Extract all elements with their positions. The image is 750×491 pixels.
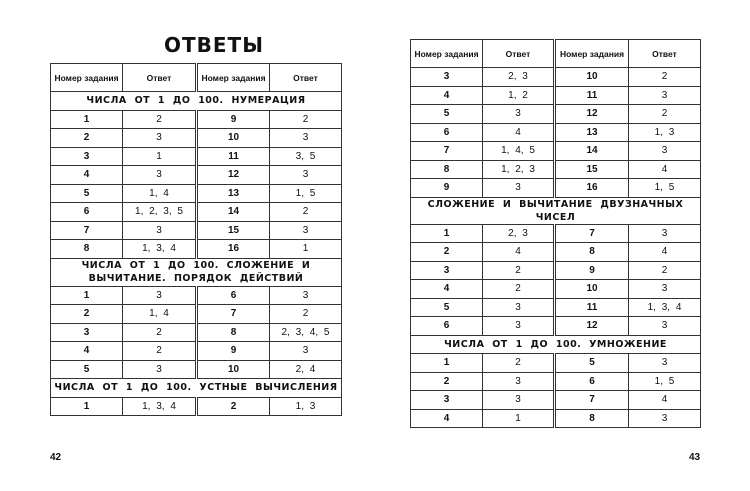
table-row	[51, 184, 342, 203]
task-number-cell: 3	[51, 147, 123, 166]
task-number-cell: 10	[555, 280, 629, 299]
section-title: СЛОЖЕНИЕ И ВЫЧИТАНИЕ ДВУЗНАЧНЫХ ЧИСЕЛ	[411, 197, 701, 224]
answer-cell: 3, 5	[270, 147, 342, 166]
answer-cell: 2	[123, 323, 197, 342]
task-number-cell: 8	[51, 240, 123, 259]
answer-cell: 3	[483, 179, 555, 198]
table-row	[411, 105, 701, 124]
answer-cell: 1	[483, 409, 555, 428]
answer-cell: 2	[123, 342, 197, 361]
page-title: ОТВЕТЫ	[164, 33, 264, 57]
answer-cell: 1, 3, 4	[123, 240, 197, 259]
answer-cell: 3	[270, 129, 342, 148]
task-number-cell: 1	[51, 397, 123, 416]
table-row	[411, 179, 701, 198]
table-row	[411, 160, 701, 179]
answer-cell: 3	[629, 142, 701, 161]
header-answer: Ответ	[483, 40, 555, 68]
answer-cell: 1, 3, 4	[123, 397, 197, 416]
task-number-cell: 5	[51, 360, 123, 379]
task-number-cell: 1	[51, 286, 123, 305]
answer-cell: 1, 5	[270, 184, 342, 203]
answer-cell: 3	[123, 360, 197, 379]
task-number-cell: 6	[411, 123, 483, 142]
section-row	[51, 92, 342, 111]
header-task-number: Номер задания	[197, 64, 270, 92]
page-number-right: 43	[689, 452, 701, 463]
header-answer: Ответ	[629, 40, 701, 68]
section-row	[51, 379, 342, 398]
table-row	[51, 360, 342, 379]
answer-cell: 3	[123, 166, 197, 185]
answer-cell: 4	[483, 243, 555, 262]
answer-cell: 3	[123, 286, 197, 305]
table-row	[411, 68, 701, 87]
task-number-cell: 9	[411, 179, 483, 198]
answer-cell: 2	[270, 203, 342, 222]
answer-cell: 1, 2, 3, 5	[123, 203, 197, 222]
task-number-cell: 11	[555, 86, 629, 105]
task-number-cell: 9	[197, 342, 270, 361]
task-number-cell: 1	[411, 354, 483, 373]
table-row	[51, 240, 342, 259]
answer-cell: 1	[123, 147, 197, 166]
task-number-cell: 5	[51, 184, 123, 203]
table-row	[411, 243, 701, 262]
section-title: ЧИСЛА ОТ 1 ДО 100. УСТНЫЕ ВЫЧИСЛЕНИЯ	[51, 379, 342, 398]
task-number-cell: 12	[555, 317, 629, 336]
answer-cell: 3	[483, 317, 555, 336]
answer-cell: 3	[483, 298, 555, 317]
task-number-cell: 13	[555, 123, 629, 142]
answer-cell: 1, 5	[629, 372, 701, 391]
answer-cell: 2	[629, 261, 701, 280]
table-row	[51, 147, 342, 166]
task-number-cell: 2	[51, 129, 123, 148]
page-number-left: 42	[50, 452, 62, 463]
section-row	[411, 335, 701, 354]
answer-cell: 1, 4	[123, 184, 197, 203]
answer-cell: 3	[270, 286, 342, 305]
answers-table-left	[50, 63, 342, 416]
table-row	[51, 110, 342, 129]
task-number-cell: 2	[51, 305, 123, 324]
answer-cell: 1, 2, 3	[483, 160, 555, 179]
task-number-cell: 5	[411, 105, 483, 124]
answer-cell: 1, 5	[629, 179, 701, 198]
table-row	[51, 342, 342, 361]
table-row	[411, 142, 701, 161]
table-row	[411, 354, 701, 373]
task-number-cell: 4	[411, 409, 483, 428]
task-number-cell: 6	[51, 203, 123, 222]
task-number-cell: 5	[555, 354, 629, 373]
table-row	[411, 261, 701, 280]
task-number-cell: 12	[555, 105, 629, 124]
task-number-cell: 2	[411, 243, 483, 262]
answer-cell: 4	[629, 391, 701, 410]
answer-cell: 2	[483, 280, 555, 299]
answer-cell: 3	[123, 129, 197, 148]
answer-cell: 1, 3	[270, 397, 342, 416]
table-row	[411, 409, 701, 428]
task-number-cell: 6	[197, 286, 270, 305]
answer-cell: 2	[629, 68, 701, 87]
task-number-cell: 11	[197, 147, 270, 166]
answer-cell: 3	[270, 221, 342, 240]
answer-cell: 2	[629, 105, 701, 124]
header-task-number: Номер задания	[411, 40, 483, 68]
task-number-cell: 6	[411, 317, 483, 336]
answer-cell: 2, 4	[270, 360, 342, 379]
answer-cell: 3	[270, 342, 342, 361]
section-title: ЧИСЛА ОТ 1 ДО 100. УМНОЖЕНИЕ	[411, 335, 701, 354]
task-number-cell: 4	[51, 166, 123, 185]
task-number-cell: 8	[411, 160, 483, 179]
answer-cell: 2	[123, 110, 197, 129]
task-number-cell: 7	[555, 391, 629, 410]
table-row	[51, 397, 342, 416]
task-number-cell: 6	[555, 372, 629, 391]
section-title: ЧИСЛА ОТ 1 ДО 100. СЛОЖЕНИЕ И ВЫЧИТАНИЕ. ПОРЯДОК ДЕЙСТВИЙ	[51, 258, 342, 286]
task-number-cell: 8	[197, 323, 270, 342]
answer-cell: 3	[483, 105, 555, 124]
answer-cell: 3	[483, 391, 555, 410]
answer-cell: 2	[483, 354, 555, 373]
table-header-row	[411, 40, 701, 68]
answer-cell: 2, 3	[483, 68, 555, 87]
table-row	[51, 286, 342, 305]
task-number-cell: 10	[197, 129, 270, 148]
task-number-cell: 14	[555, 142, 629, 161]
task-number-cell: 12	[197, 166, 270, 185]
task-number-cell: 8	[555, 243, 629, 262]
answer-cell: 3	[483, 372, 555, 391]
task-number-cell: 4	[411, 86, 483, 105]
task-number-cell: 15	[197, 221, 270, 240]
task-number-cell: 1	[411, 224, 483, 243]
answer-cell: 4	[483, 123, 555, 142]
answer-cell: 2	[483, 261, 555, 280]
answer-cell: 3	[629, 317, 701, 336]
table-row	[411, 372, 701, 391]
header-task-number: Номер задания	[555, 40, 629, 68]
task-number-cell: 11	[555, 298, 629, 317]
task-number-cell: 7	[197, 305, 270, 324]
table-row	[51, 221, 342, 240]
answer-cell: 4	[629, 160, 701, 179]
answer-cell: 1, 3	[629, 123, 701, 142]
section-title: ЧИСЛА ОТ 1 ДО 100. НУМЕРАЦИЯ	[51, 92, 342, 111]
table-row	[411, 123, 701, 142]
table-row	[51, 305, 342, 324]
table-row	[411, 224, 701, 243]
task-number-cell: 3	[411, 391, 483, 410]
task-number-cell: 8	[555, 409, 629, 428]
answer-cell: 3	[629, 86, 701, 105]
task-number-cell: 15	[555, 160, 629, 179]
task-number-cell: 16	[197, 240, 270, 259]
answer-cell: 2	[270, 110, 342, 129]
header-answer: Ответ	[123, 64, 197, 92]
task-number-cell: 13	[197, 184, 270, 203]
answer-cell: 2, 3	[483, 224, 555, 243]
table-row	[411, 298, 701, 317]
answer-cell: 3	[629, 409, 701, 428]
answer-cell: 1, 4, 5	[483, 142, 555, 161]
task-number-cell: 2	[411, 372, 483, 391]
task-number-cell: 3	[411, 68, 483, 87]
answer-cell: 1	[270, 240, 342, 259]
table-row	[411, 280, 701, 299]
answer-cell: 1, 2	[483, 86, 555, 105]
task-number-cell: 2	[197, 397, 270, 416]
table-row	[51, 323, 342, 342]
table-row	[411, 86, 701, 105]
answer-cell: 3	[270, 166, 342, 185]
table-row	[411, 391, 701, 410]
task-number-cell: 5	[411, 298, 483, 317]
section-row	[411, 197, 701, 224]
task-number-cell: 7	[51, 221, 123, 240]
table-row	[51, 166, 342, 185]
task-number-cell: 1	[51, 110, 123, 129]
answer-cell: 3	[629, 224, 701, 243]
task-number-cell: 14	[197, 203, 270, 222]
task-number-cell: 9	[197, 110, 270, 129]
answer-cell: 3	[629, 280, 701, 299]
table-row	[51, 129, 342, 148]
answers-table-right	[410, 39, 701, 428]
answer-cell: 2	[270, 305, 342, 324]
task-number-cell: 7	[411, 142, 483, 161]
answer-cell: 3	[629, 354, 701, 373]
section-row	[51, 258, 342, 286]
task-number-cell: 10	[197, 360, 270, 379]
table-header-row	[51, 64, 342, 92]
answer-cell: 1, 3, 4	[629, 298, 701, 317]
table-row	[411, 317, 701, 336]
answer-cell: 3	[123, 221, 197, 240]
task-number-cell: 3	[51, 323, 123, 342]
answer-cell: 1, 4	[123, 305, 197, 324]
table-row	[51, 203, 342, 222]
task-number-cell: 4	[51, 342, 123, 361]
task-number-cell: 4	[411, 280, 483, 299]
task-number-cell: 9	[555, 261, 629, 280]
answer-cell: 2, 3, 4, 5	[270, 323, 342, 342]
task-number-cell: 3	[411, 261, 483, 280]
task-number-cell: 10	[555, 68, 629, 87]
answer-cell: 4	[629, 243, 701, 262]
header-task-number: Номер задания	[51, 64, 123, 92]
task-number-cell: 7	[555, 224, 629, 243]
header-answer: Ответ	[270, 64, 342, 92]
task-number-cell: 16	[555, 179, 629, 198]
